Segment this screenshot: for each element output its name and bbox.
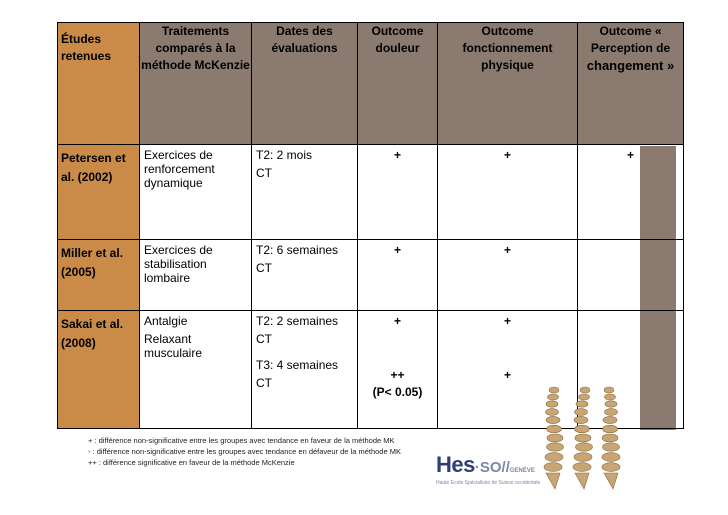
date-text: T2: 6 semaines [256, 243, 339, 257]
table-row [58, 240, 684, 311]
hes-so-logo [436, 452, 556, 490]
table-header-row [58, 23, 684, 145]
results-table [57, 22, 684, 429]
logo-so: ·SO// [474, 459, 510, 476]
function-value: + [503, 314, 511, 328]
header-perception [578, 23, 684, 145]
header-perception-line2: changement » [586, 58, 675, 73]
logo-main: Hes [436, 452, 475, 477]
method-text: CT [256, 332, 272, 346]
spine-illustration [596, 385, 626, 490]
spine-illustration [540, 385, 570, 490]
perception-cell [578, 240, 684, 311]
header-perception-line1: Outcome « Perception de [590, 24, 671, 55]
header-function: Outcome fonctionnement physique [438, 23, 578, 145]
legend-line: - : différence non-significative entre les groupes avec tendance en défaveur de la méthode MK [88, 447, 401, 456]
legend-line: ++ : différence significative en faveur de la méthode McKenzie [88, 458, 295, 467]
logo-subtitle: Haute Ecole Spécialisée de Suisse occidentale [436, 480, 541, 486]
treatment-text: Relaxant musculaire [144, 332, 203, 360]
header-dates: Dates des évaluations [252, 23, 358, 145]
date-cell [252, 145, 358, 240]
treatment-cell: Exercices de stabilisation lombaire [140, 240, 252, 311]
method-text: CT [256, 166, 272, 180]
header-treatments: Traitements comparés à la méthode McKenzie [140, 23, 252, 145]
function-cell: + [438, 145, 578, 240]
pain-cell [358, 311, 438, 429]
date-cell [252, 240, 358, 311]
spine-illustration [568, 385, 598, 490]
header-pain: Outcome douleur [358, 23, 438, 145]
date-cell [252, 311, 358, 429]
method-text: CT [256, 261, 272, 275]
legend-line: + : différence non-significative entre les groupes avec tendance en faveur de la méthode MK [88, 436, 395, 445]
date-text: T2: 2 semaines [256, 314, 339, 328]
perception-cell: + [578, 145, 684, 240]
method-text: CT [256, 376, 272, 390]
pain-value: ++ [390, 368, 405, 382]
function-value: + [503, 368, 511, 382]
function-cell: + [438, 240, 578, 311]
treatment-cell: Exercices de renforcement dynamique [140, 145, 252, 240]
header-studies: Études retenues [58, 23, 140, 145]
table-row [58, 145, 684, 240]
date-text: T3: 4 semaines [256, 358, 339, 372]
pain-value: + [393, 314, 401, 328]
p-value: (P< 0.05) [372, 385, 423, 399]
legend [88, 435, 401, 468]
study-name: Petersen et al. (2002) [58, 145, 140, 240]
treatment-text: Antalgie [144, 314, 188, 328]
date-text: T2: 2 mois [256, 148, 313, 162]
pain-cell: + [358, 145, 438, 240]
logo-geneve: GENÈVE [509, 468, 535, 474]
study-name: Sakai et al. (2008) [58, 311, 140, 429]
pain-cell: + [358, 240, 438, 311]
treatment-cell [140, 311, 252, 429]
study-name: Miller et al. (2005) [58, 240, 140, 311]
